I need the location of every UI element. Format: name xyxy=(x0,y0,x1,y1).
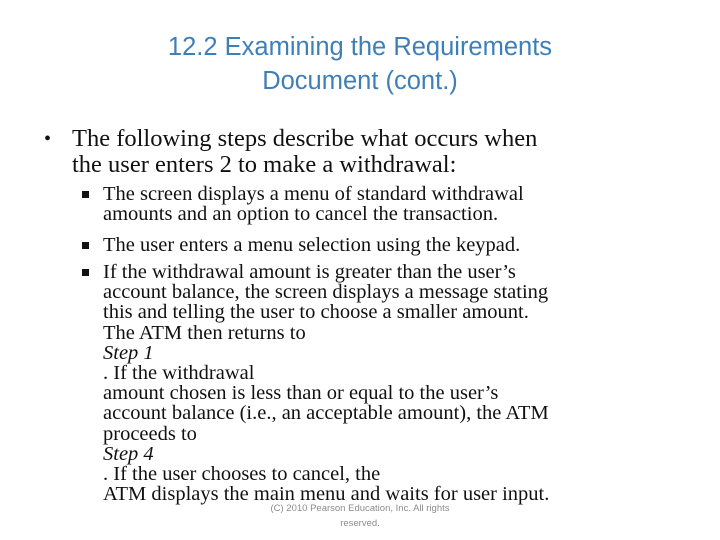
sub-bullet-menu-selection xyxy=(82,235,702,255)
line-text: . If the withdrawal xyxy=(103,362,255,385)
sub-bullet-line xyxy=(103,323,702,384)
sub-bullet-amount-check xyxy=(82,262,702,504)
footer-line: (C) 2010 Pearson Education, Inc. All rights xyxy=(270,503,450,514)
sub-bullet-line: this and telling the user to choose a smaller amount. xyxy=(103,301,529,324)
sub-bullet-line: amounts and an option to cancel the transaction. xyxy=(103,203,499,226)
sub-bullet-line: The screen displays a menu of standard withdrawal xyxy=(103,183,524,205)
main-bullet-text xyxy=(72,126,684,178)
sub-bullet-line: amount chosen is less than or equal to the user’s xyxy=(103,382,499,405)
main-bullet-line: The following steps describe what occurs when xyxy=(72,125,538,152)
line-text: The ATM then returns to xyxy=(103,321,306,344)
main-bullet-line: the user enters 2 to make a withdrawal: xyxy=(72,151,457,178)
sub-bullet-text xyxy=(103,184,702,224)
slide-title xyxy=(60,30,660,98)
slide-title-line-2: Document (cont.) xyxy=(262,67,458,95)
sub-bullet-line: ATM displays the main menu and waits for user input. xyxy=(103,483,550,506)
sub-bullet-text xyxy=(103,262,702,504)
square-bullet-icon xyxy=(82,191,89,198)
sub-bullet-menu-displayed xyxy=(82,184,702,224)
copyright-footer xyxy=(240,501,480,531)
line-text: proceeds to xyxy=(103,422,197,445)
sub-bullet-text xyxy=(103,235,702,255)
square-bullet-icon xyxy=(82,269,89,276)
step-reference: Step 4 xyxy=(103,442,154,465)
sub-bullet-line: If the withdrawal amount is greater than the user’s xyxy=(103,261,516,283)
footer-line: reserved. xyxy=(340,518,380,529)
square-bullet-icon xyxy=(82,242,89,249)
sub-bullet-line: account balance (i.e., an acceptable amount), the ATM xyxy=(103,402,549,425)
sub-bullet-line: The user enters a menu selection using the keypad. xyxy=(103,234,521,256)
bullet-dot-icon: • xyxy=(44,128,52,150)
main-bullet xyxy=(44,126,684,178)
sub-bullet-line xyxy=(103,424,702,485)
slide-title-line-1: 12.2 Examining the Requirements xyxy=(167,33,553,61)
line-text: . If the user chooses to cancel, the xyxy=(103,463,381,486)
step-reference: Step 1 xyxy=(103,341,154,364)
sub-bullet-line: account balance, the screen displays a message stating xyxy=(103,281,549,304)
